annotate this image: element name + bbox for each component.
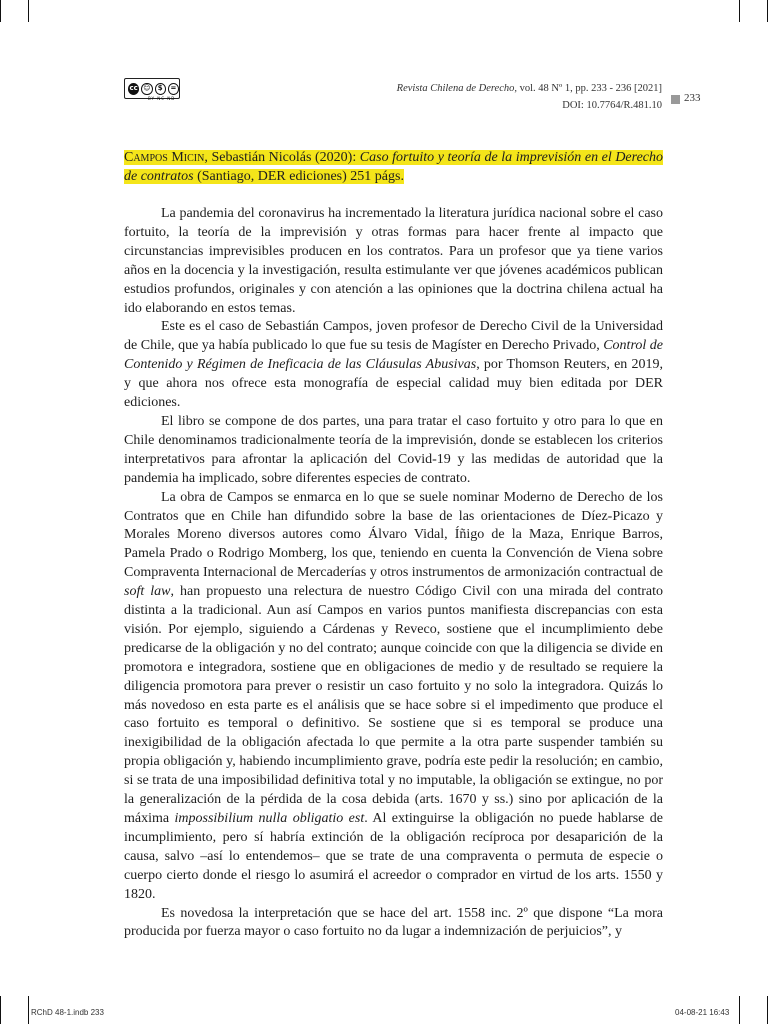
paragraph-text: . Al extinguirse la obligación no puede hablarse de incumplimiento, pero sí habría extinción de la obligación recíproca por desaparición de la causa, salvo –así lo entendemos– que se trate de una compraventa o permuta de especie o cuerpo cierto donde el riesgo lo asumirá el acreedor o comprador en virtud de los arts. 1550 y 1820. (124, 811, 663, 902)
crop-mark (28, 0, 29, 22)
crop-mark (0, 0, 1, 22)
journal-volume: vol. 48 Nº 1, pp. 233 - 236 [2021] (517, 83, 662, 94)
body-paragraph (124, 318, 663, 413)
paragraph-text: Es novedosa la interpretación que se hace del art. 1558 inc. 2º que dispone “La mora producida por fuerza mayor o caso fortuito no da lugar a indemnización de perjuicios”, y (124, 905, 663, 940)
cc-cc-icon: cc (128, 83, 139, 95)
italic-text: impossibilium nulla obligatio est (174, 811, 365, 826)
body-paragraph (124, 205, 663, 318)
journal-citation-line (397, 80, 662, 97)
paragraph-text: , por Thomson Reuters, en 2019, y que ahora nos ofrece esta monografía de especial calidad muy bien editada por DER ediciones. (124, 357, 663, 411)
page-marker (671, 95, 680, 104)
review-citation (124, 148, 663, 186)
cc-by-icon: ☺ (141, 83, 152, 95)
book-title: Caso fortuito y teoría de la imprevisión en el Derecho de contratos (124, 150, 664, 184)
italic-text: Control de Contenido y Régimen de Ineficacia de las Cláusulas Abusivas (124, 338, 663, 373)
cc-nd-icon: = (168, 83, 179, 95)
paragraph-text: El libro se compone de dos partes, una para tratar el caso fortuito y otro para lo que en Chile denominamos tradicionalmente teoría de la imprevisión, donde se establecen los criterios interpretativos para afrontar la aplicación del Covid-19 y las medidas de autoridad que la pandemia ha implicado, sobre diferentes especies de contrato. (124, 413, 663, 486)
doi: DOI: 10.7764/R.481.10 (562, 100, 662, 111)
crop-mark (28, 996, 29, 1024)
publisher-info: (Santiago, DER ediciones) 251 págs. (193, 169, 404, 184)
license-badge-subtitle: BY NC ND (148, 96, 176, 101)
review-body (124, 205, 663, 942)
crop-mark (739, 0, 740, 22)
cc-nc-icon: $ (155, 83, 166, 95)
body-paragraph (124, 489, 663, 905)
paragraph-text: La obra de Campos se enmarca en lo que se suele nominar Moderno de Derecho de los Contratos que en Chile han difundido sobre la base de las orientaciones de Díez-Picazo y Morales Moreno diversos autores como Álvaro Vidal, Íñigo de la Maza, Enrique Barros, Pamela Prado o Rodrigo Momberg, los que, teniendo en cuenta la Convención de Viena sobre Compraventa Internacional de Mercaderías y otros instrumentos de armonización contractual de (124, 489, 663, 581)
crop-mark (0, 996, 1, 1024)
print-file-slug: RChD 48-1.indb 233 (31, 1008, 104, 1017)
body-paragraph (124, 413, 663, 489)
journal-name: Revista Chilena de Derecho, (396, 83, 517, 94)
body-paragraph (124, 905, 663, 943)
print-datetime-slug: 04-08-21 16:43 (675, 1008, 730, 1017)
paragraph-text: Este es el caso de Sebastián Campos, joven profesor de Derecho Civil de la Universidad de Chile, que ya había publicado lo que fue su tesis de Magíster en Derecho Privado, (124, 319, 663, 354)
journal-reference (397, 80, 662, 114)
author-given: , Sebastián Nicolás (2020): (204, 150, 360, 165)
paragraph-text: , han propuesto una relectura de nuestro Código Civil con una mirada del contrato distinta a la tradicional. Aun así Campos en varios puntos manifiesta discrepancias con esta visión. Por ejemplo, siguiendo a Cárdenas y Reveco, sostiene que el incumplimiento debe predicarse de la obligación y no del contrato; aunque coincide con que la diligencia se divide en promotora e integradora, sostiene que en obligaciones de medio y de resultado se requiere la diligencia promotora para prever o resistir un caso fortuito y no solo la integradora. Quizás lo más novedoso en esta parte es el análisis que se hace sobre si el impedimento que produce el caso fortuito es temporal o definitivo. Se sostiene que si es temporal se produce una inexigibilidad de la obligación afectada lo que permite a la otra parte suspender también su propia obligación y, habiendo incumplimiento grave, podría este pedir la resolución; en cambio, si se trata de una imposibilidad definitiva total y no imputable, la obligación se extingue, no por la generalización de la pérdida de la cosa debida (arts. 1670 y ss.) sino por aplicación de la máxima (124, 584, 663, 826)
crop-mark (739, 996, 740, 1024)
page-number: 233 (684, 92, 701, 104)
italic-text: soft law (124, 584, 171, 600)
author-surname: Campos Micin (124, 150, 205, 165)
paragraph-text: La pandemia del coronavirus ha incrementado la literatura jurídica nacional sobre el caso fortuito, la teoría de la imprevisión y otras formas para hacer frente al impacto que circunstancias imprevisibles producen en los contratos. Para un profesor que ya tiene varios años en la docencia y la investigación, resulta estimulante ver que jóvenes académicos publican estudios profundos, originales y con atención a las opiniones que la doctrina chilena actual ha ido elaborando en estos temas. (124, 206, 663, 316)
